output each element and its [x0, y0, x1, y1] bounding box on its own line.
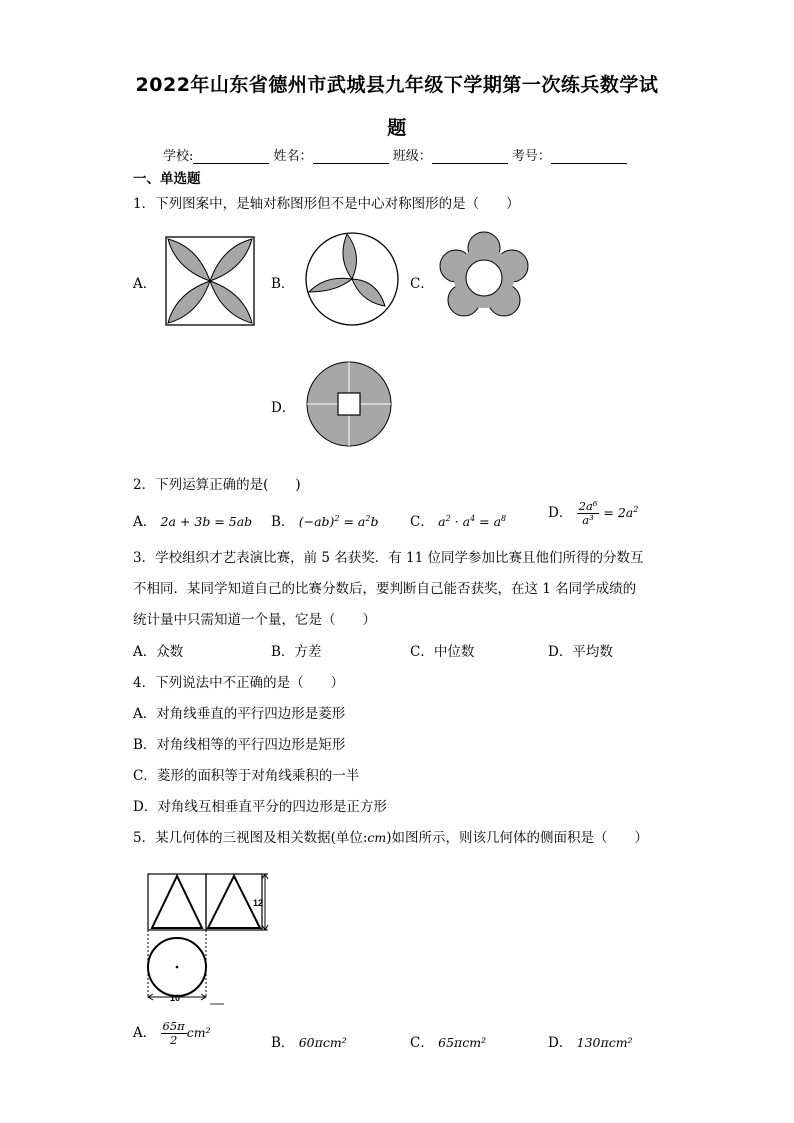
q5-width-label: 10: [170, 993, 181, 1003]
q5-option-a-fraction: [161, 1020, 187, 1047]
q2-option-b-left: (−ab): [298, 514, 335, 529]
q2-option-a[interactable]: [133, 510, 252, 530]
question-3-line3: 统计量中只需知道一个量，它是（ ）: [133, 612, 376, 628]
q2-option-b-label: B．: [271, 514, 295, 530]
q1-option-d-label[interactable]: D．: [271, 400, 296, 416]
q2-option-a-label: A．: [133, 514, 157, 530]
question-1-stem: 1．下列图案中，是轴对称图形但不是中心对称图形的是（ ）: [133, 196, 520, 212]
name-blank[interactable]: [313, 151, 389, 164]
q5-option-d[interactable]: [548, 1031, 633, 1051]
q2-option-c-mid: · a: [450, 514, 471, 529]
q1-option-b-label[interactable]: B．: [271, 276, 295, 292]
q5-option-b-label: B．: [271, 1035, 295, 1051]
q2-option-b-exp2: 2: [365, 513, 371, 523]
q2-option-d-fraction: [577, 500, 600, 527]
q5-option-d-label: D．: [548, 1035, 573, 1051]
q5-stem-a: 5．某几何体的三视图及相关数据(单位:: [133, 830, 368, 846]
number-blank[interactable]: [551, 151, 627, 164]
q2-option-b-right: = a: [339, 514, 366, 529]
q2-option-d-den: a³: [582, 513, 594, 528]
q2-option-d-exp: 2: [633, 505, 639, 515]
q2-option-c-e1: 2: [445, 513, 451, 523]
q2-option-c-label: C．: [410, 514, 434, 530]
q1-figure-a: [164, 235, 256, 327]
q5-option-a-den: 2: [169, 1033, 178, 1048]
q5-front-view-triangle: [152, 876, 202, 928]
question-5-stem: [133, 826, 648, 846]
q4-option-b[interactable]: B．对角线相等的平行四边形是矩形: [133, 737, 346, 753]
name-label: 姓名：: [273, 149, 313, 164]
question-4-stem: 4．下列说法中不正确的是（ ）: [133, 675, 345, 691]
q2-option-c-e3: 8: [501, 513, 507, 523]
q3-option-a[interactable]: A．众数: [133, 644, 184, 660]
q1-option-a-label[interactable]: A．: [133, 276, 157, 292]
number-label: 考号：: [511, 149, 551, 164]
q5-option-c[interactable]: [410, 1031, 486, 1051]
q1-figure-d: [305, 360, 393, 448]
q2-option-b[interactable]: [271, 510, 378, 530]
school-blank[interactable]: [193, 151, 269, 164]
q5-option-a[interactable]: [133, 1020, 211, 1047]
q5-option-a-label: A．: [133, 1025, 157, 1042]
class-label: 班级：: [392, 149, 432, 164]
q5-option-c-value: 65πcm²: [438, 1035, 487, 1050]
q5-option-d-value: 130πcm²: [576, 1035, 633, 1050]
q4-option-c[interactable]: C．菱形的面积等于对角线乘积的一半: [133, 768, 360, 784]
q2-option-c-e2: 4: [470, 513, 476, 523]
q1-option-c-label[interactable]: C．: [410, 276, 434, 292]
q2-option-c-eq: = a: [475, 514, 502, 529]
q5-option-b[interactable]: [271, 1031, 347, 1051]
q2-option-c-a: a: [438, 514, 446, 529]
q5-option-a-unit: cm²: [186, 1025, 211, 1041]
school-label: 学校:: [163, 149, 194, 164]
exam-title-line1: 2022年山东省德州市武城县九年级下学期第一次练兵数学试: [135, 74, 659, 96]
q2-option-b-exp: 2: [334, 513, 340, 523]
q3-option-b[interactable]: B．方差: [271, 644, 322, 660]
q5-three-view-figure: [140, 868, 276, 1010]
q2-option-d-right: = 2a: [599, 505, 634, 521]
q2-option-c[interactable]: [410, 510, 506, 530]
q4-option-d[interactable]: D．对角线互相垂直平分的四边形是正方形: [133, 799, 387, 815]
class-blank[interactable]: [432, 151, 508, 164]
q2-option-a-expr: 2a + 3b = 5ab: [160, 514, 253, 529]
q1-figure-c: [436, 230, 532, 326]
q5-option-c-label: C．: [410, 1035, 434, 1051]
section-heading: 一、单选题: [133, 171, 201, 187]
student-info-row: [163, 145, 627, 164]
q2-option-d-num: 2a⁶: [578, 499, 598, 513]
question-2-stem: 2．下列运算正确的是( ): [133, 477, 301, 493]
q5-height-label: 12: [253, 898, 264, 908]
q2-option-d[interactable]: [548, 500, 638, 527]
q5-option-b-value: 60πcm²: [298, 1035, 347, 1050]
q3-option-c[interactable]: C．中位数: [410, 644, 475, 660]
q4-option-a[interactable]: A．对角线垂直的平行四边形是菱形: [133, 706, 346, 722]
q5-front-view-frame: [148, 874, 206, 930]
q2-option-d-label: D．: [548, 505, 573, 522]
q5-stem-unit: cm: [367, 830, 387, 845]
question-3-line1: 3．学校组织才艺表演比赛，前 5 名获奖．有 11 位同学参加比赛且他们所得的分数互: [133, 550, 644, 566]
question-3-line2: 不相同．某同学知道自己的比赛分数后，要判断自己能否获奖，在这 1 名同学成绩的: [133, 581, 637, 597]
q2-option-b-tail: b: [370, 514, 379, 529]
q5-stem-b: )如图所示，则该几何体的侧面积是（ ）: [386, 830, 649, 846]
q3-option-d[interactable]: D．平均数: [548, 644, 613, 660]
q1-figure-b: [303, 230, 403, 330]
q5-option-a-num: 65π: [162, 1019, 185, 1033]
exam-title-line2: 题: [387, 117, 407, 139]
